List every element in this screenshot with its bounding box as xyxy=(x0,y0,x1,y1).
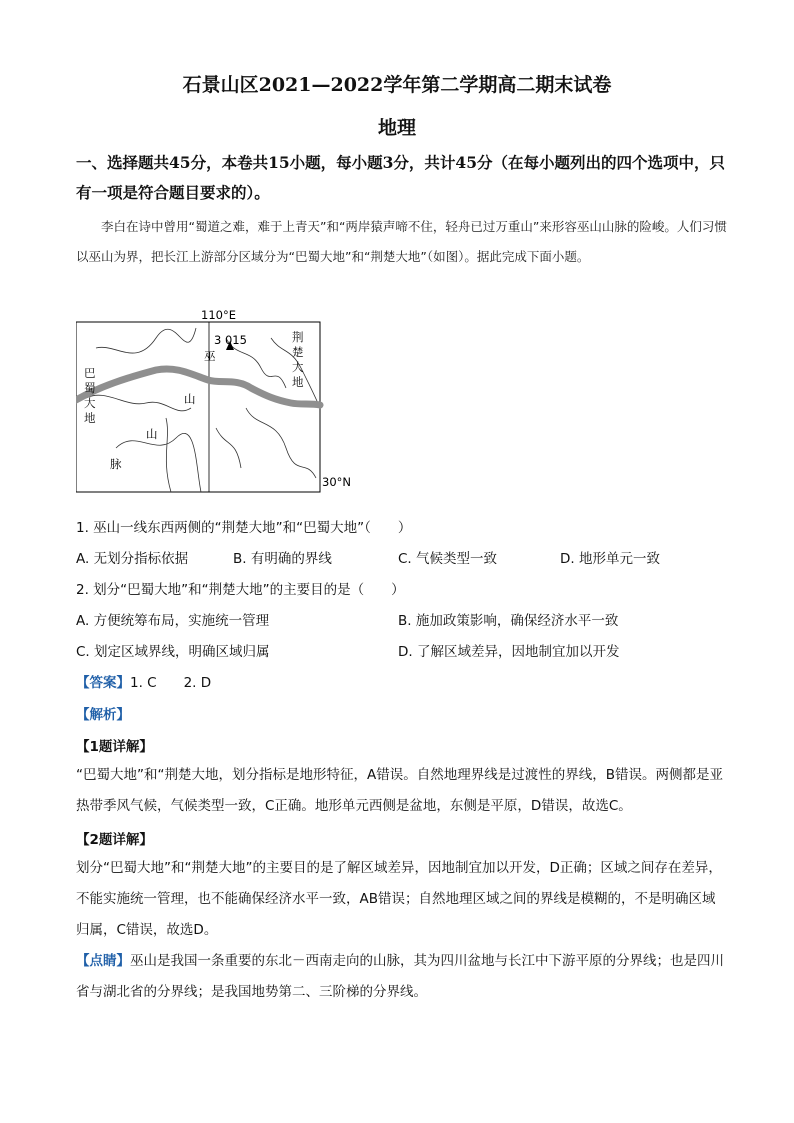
detail-1-text: “巴蜀大地”和“荆楚大地，划分指标是地形特征，A错误。自然地理界线是过渡性的界线，B错误。两侧都是亚热带季风气候，气候类型一致，C正确。地形单元西侧是盆地，东侧是平原，D错误，故选C。 xyxy=(76,767,723,814)
q2-option-c: C. 划定区域界线，明确区域归属 xyxy=(76,644,270,660)
q1-option-a: A. 无划分指标依据 xyxy=(76,551,189,567)
mai-label: 脉 xyxy=(110,457,122,471)
detail-2-text: 划分“巴蜀大地”和“荆楚大地”的主要目的是了解区域差异，因地制宜加以开发，D正确；区域之间存在差异，不能实施统一管理，也不能确保经济水平一致，AB错误；自然地理区域之间的界线是模糊的，不是明确区域归属，C错误，故选D。 xyxy=(76,860,722,938)
shan-label-1: 山 xyxy=(184,392,196,406)
map-svg xyxy=(76,308,356,498)
section-heading: 一、选择题共45分，本卷共15小题，每小题3分，共计45分（在每小题列出的四个选项中，只有一项是符合题目要求的）。 xyxy=(76,153,725,202)
jingchu-label: 荆楚大地 xyxy=(292,330,304,389)
bashu-label: 巴蜀大地 xyxy=(84,366,96,425)
q1-option-d: D. 地形单元一致 xyxy=(560,551,660,567)
q2-option-a: A. 方便统筹布局，实施统一管理 xyxy=(76,613,270,629)
intro-paragraph: 李白在诗中曾用“蜀道之难，难于上青天”和“两岸猿声啼不住，轻舟已过万重山”来形容巫山山脉的险峻。人们习惯以巫山为界，把长江上游部分区域分为“巴蜀大地”和“荆楚大地”（如图）。据此完成下面小题。 xyxy=(76,219,727,264)
answer-label: 【答案】 xyxy=(76,675,130,691)
q2-option-d: D. 了解区域差异，因地制宜加以开发 xyxy=(398,644,620,660)
lat-label: 30°N xyxy=(322,475,351,489)
question-2-stem: 2. 划分“巴蜀大地”和“荆楚大地”的主要目的是（ ） xyxy=(76,582,405,598)
analysis-label: 【解析】 xyxy=(76,707,130,723)
shan-label-2: 山 xyxy=(146,427,158,441)
wu-label: 巫 xyxy=(204,349,216,363)
peak-elevation-label: 3 015 xyxy=(214,333,247,347)
tip-label: 【点睛】 xyxy=(76,953,130,969)
detail-1-label: 【1题详解】 xyxy=(76,739,153,755)
tip-text: 巫山是我国一条重要的东北－西南走向的山脉，其为四川盆地与长江中下游平原的分界线；也是四川省与湖北省的分界线；是我国地势第二、三阶梯的分界线。 xyxy=(76,953,724,1000)
answer-text: 1. C 2. D xyxy=(130,675,212,691)
tip-paragraph xyxy=(76,946,724,1008)
answer-line xyxy=(76,671,211,691)
exam-title: 石景山区2021—2022学年第二学期高二期末试卷 xyxy=(182,74,612,96)
q2-option-b: B. 施加政策影响，确保经济水平一致 xyxy=(398,613,619,629)
question-1-stem: 1. 巫山一线东西两侧的“荆楚大地”和“巴蜀大地”（ ） xyxy=(76,520,412,536)
q1-option-c: C. 气候类型一致 xyxy=(398,551,498,567)
detail-2-label: 【2题详解】 xyxy=(76,832,153,848)
subject-title: 地理 xyxy=(377,117,416,139)
lon-label: 110°E xyxy=(201,308,236,322)
map-figure xyxy=(76,308,356,498)
q1-option-b: B. 有明确的界线 xyxy=(233,551,332,567)
